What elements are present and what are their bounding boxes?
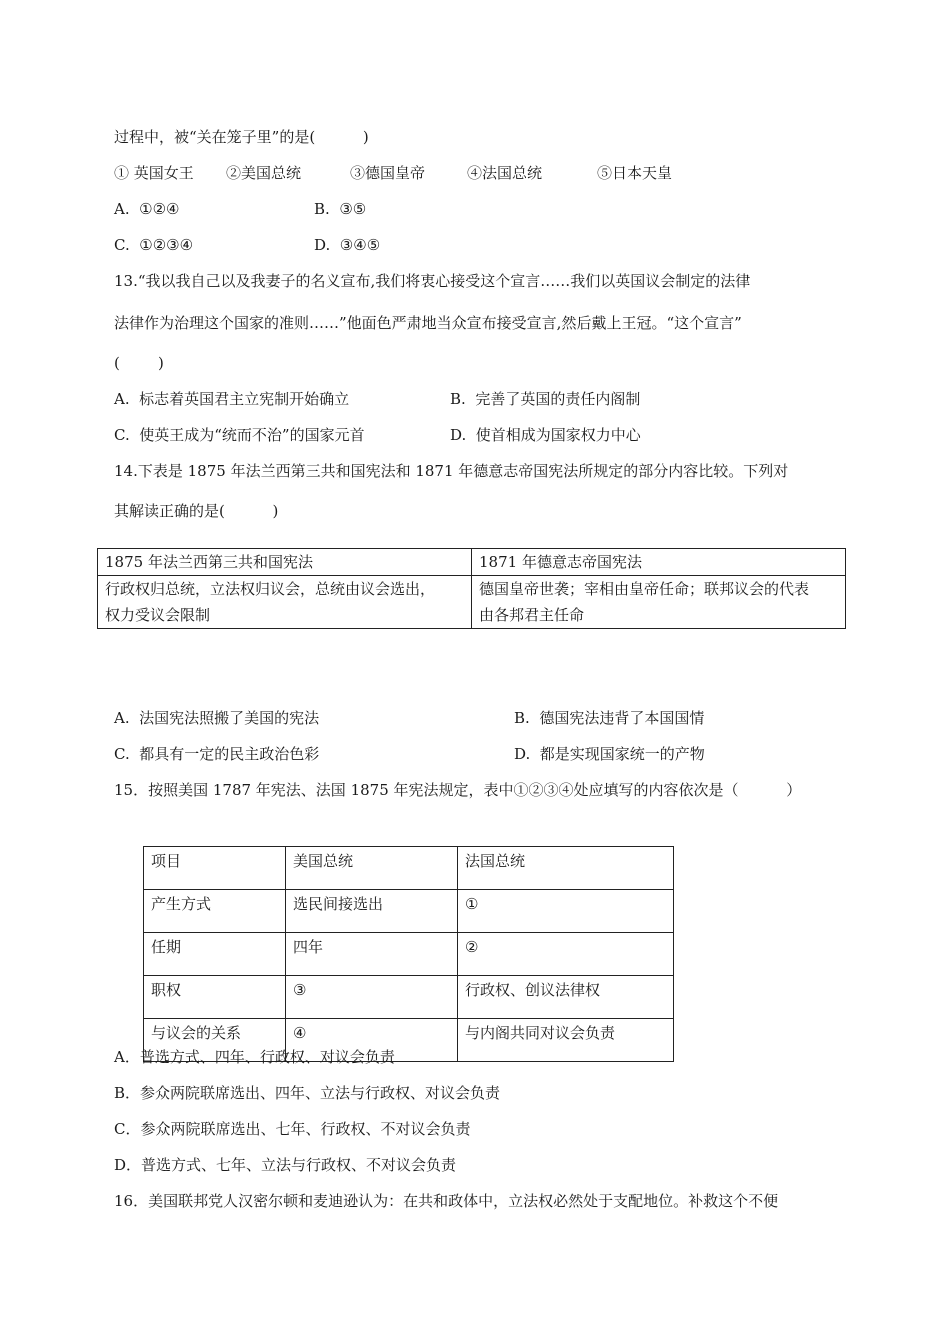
q12-answer-d: D. ③④⑤ (314, 236, 381, 254)
q13-answer-d: D. 使首相成为国家权力中心 (450, 426, 641, 444)
q15-answer-b: B．参众两院联席选出、四年、立法与行政权、对议会负责 (114, 1084, 501, 1102)
table-cell: 项目 (144, 847, 286, 890)
question-13-line3: ( ) (114, 354, 164, 372)
table-row (144, 890, 674, 933)
cell-line: 德国皇帝世袭；宰相由皇帝任命；联邦议会的代表 (479, 580, 810, 598)
table-row (98, 549, 846, 576)
table-cell: 美国总统 (286, 847, 458, 890)
question-14-line1: 14.下表是 1875 年法兰西第三共和国宪法和 1871 年德意志帝国宪法所规定的部分内容比较。下列对 (114, 462, 789, 480)
table-cell: 任期 (144, 933, 286, 976)
question-16-line1: 16．美国联邦党人汉密尔顿和麦迪逊认为：在共和政体中，立法权必然处于支配地位。补救这个不便 (114, 1192, 779, 1210)
q15-answer-a: A．普选方式、四年、行政权、对议会负责 (114, 1048, 395, 1066)
q12-option-3: ③德国皇帝 (350, 164, 426, 182)
q12-option-5: ⑤日本天皇 (597, 164, 673, 182)
table-cell (98, 576, 472, 629)
table-cell: 行政权、创议法律权 (458, 976, 674, 1019)
table-cell: 与内阁共同对议会负责 (458, 1019, 674, 1062)
q14-answer-b: B. 德国宪法违背了本国国情 (514, 709, 705, 727)
q13-answer-c: C. 使英王成为“统而不治”的国家元首 (114, 426, 365, 444)
table-cell: 与议会的关系 (144, 1019, 286, 1062)
table-cell: 产生方式 (144, 890, 286, 933)
q12-option-2: ②美国总统 (226, 164, 302, 182)
table-cell: ① (458, 890, 674, 933)
table-row (144, 933, 674, 976)
q12-option-1: ① 英国女王 (114, 164, 194, 182)
q14-answer-a: A. 法国宪法照搬了美国的宪法 (114, 709, 320, 727)
question-13-line2: 法律作为治理这个国家的准则……”他面色严肃地当众宣布接受宣言,然后戴上王冠。“这个宣言” (114, 314, 742, 332)
table-cell: 选民间接选出 (286, 890, 458, 933)
q15-answer-c: C．参众两院联席选出、七年、行政权、不对议会负责 (114, 1120, 471, 1138)
president-comparison-table (143, 846, 674, 1062)
table-header: 1875 年法兰西第三共和国宪法 (98, 549, 472, 576)
table-cell: ③ (286, 976, 458, 1019)
q12-answer-b: B. ③⑤ (314, 200, 367, 218)
table-cell: ④ (286, 1019, 458, 1062)
table-row (144, 847, 674, 890)
table-cell: ② (458, 933, 674, 976)
cell-line: 权力受议会限制 (105, 606, 211, 624)
question-14-line2: 其解读正确的是( ) (114, 502, 279, 520)
question-15-stem: 15．按照美国 1787 年宪法、法国 1875 年宪法规定，表中①②③④处应填写的内容依次是（ ） (114, 781, 802, 799)
table-cell: 四年 (286, 933, 458, 976)
table-row (98, 576, 846, 629)
question-13-line1: 13.“我以我自己以及我妻子的名义宣布,我们将衷心接受这个宣言……我们以英国议会制定的法律 (114, 272, 751, 290)
table-cell (472, 576, 846, 629)
q13-answer-b: B. 完善了英国的责任内阁制 (450, 390, 641, 408)
q12-answer-c: C. ①②③④ (114, 236, 194, 254)
q14-answer-c: C. 都具有一定的民主政治色彩 (114, 745, 320, 763)
table-cell: 职权 (144, 976, 286, 1019)
q13-answer-a: A. 标志着英国君主立宪制开始确立 (114, 390, 350, 408)
question-12-stem: 过程中，被“关在笼子里”的是( ) (114, 128, 369, 146)
q14-answer-d: D. 都是实现国家统一的产物 (514, 745, 705, 763)
cell-line: 由各邦君主任命 (479, 606, 585, 624)
table-header: 1871 年德意志帝国宪法 (472, 549, 846, 576)
q15-answer-d: D．普选方式、七年、立法与行政权、不对议会负责 (114, 1156, 457, 1174)
cell-line: 行政权归总统，立法权归议会，总统由议会选出， (105, 580, 436, 598)
constitution-comparison-table (97, 548, 846, 629)
q12-option-4: ④法国总统 (467, 164, 543, 182)
table-row (144, 976, 674, 1019)
table-cell: 法国总统 (458, 847, 674, 890)
q12-answer-a: A. ①②④ (114, 200, 180, 218)
